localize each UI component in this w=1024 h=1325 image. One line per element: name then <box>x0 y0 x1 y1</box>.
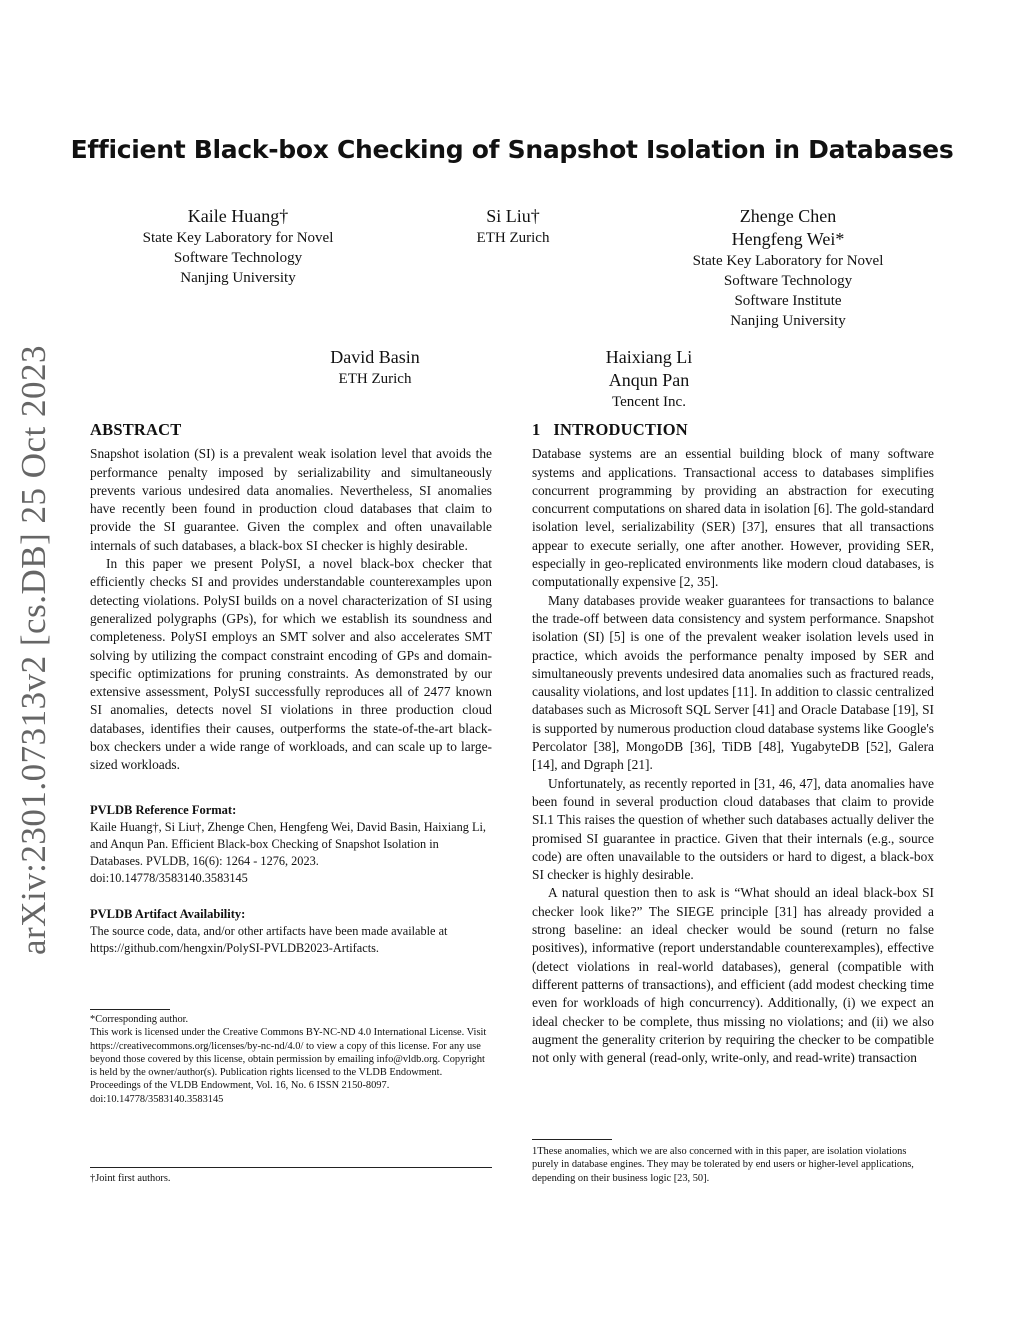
arxiv-stamp: arXiv:2301.07313v2 [cs.DB] 25 Oct 2023 <box>14 344 53 956</box>
abstract-paragraph: In this paper we present PolySI, a novel black-box checker that efficiently checks SI and provides understandable counterexamples upon detecting violations. PolySI builds on a novel characterization of SI using generalized polygraphs (GPs), for which we establish its soundness and completeness. PolySI employs an SMT solver and also accelerates SMT solving by utilizing the compact constraint encoding of GPs and domain-specific optimizations for pruning constraints. As demonstrated by our extensive assessment, PolySI successfully reproduces all of 2477 known SI anomalies, detects novel SI violations in three production cloud databases, identifies their causes, outperforms the state-of-the-art black-box checkers under a wide range of workloads, and can scale up to large-sized workloads. <box>90 556 492 773</box>
corresponding-author-note: *Corresponding author. <box>90 1014 189 1025</box>
author-affiliation: Software Technology <box>173 250 303 266</box>
joint-authors-note: †Joint first authors. <box>90 1173 171 1184</box>
artifact-heading: PVLDB Artifact Availability: <box>90 906 246 921</box>
reference-format-doi: doi:10.14778/3583140.3583145 <box>90 870 248 885</box>
footnote-rule <box>90 1167 492 1168</box>
author-name: Kaile Huang† <box>187 206 289 226</box>
doi-note: doi:10.14778/3583140.3583145 <box>90 1093 224 1105</box>
paper-title: Efficient Black-box Checking of Snapshot Isolation in Databases <box>70 135 954 164</box>
author-block <box>544 346 754 412</box>
author-name: David Basin <box>330 347 420 367</box>
author-name: Haixiang Li <box>605 347 693 367</box>
right-column <box>532 421 934 1067</box>
author-affiliation: ETH Zurich <box>476 230 550 246</box>
author-name: Si Liu† <box>486 206 540 226</box>
author-block <box>100 205 376 288</box>
author-block <box>650 205 926 331</box>
author-affiliation: Nanjing University <box>730 313 846 329</box>
author-name: Anqun Pan <box>608 370 690 390</box>
author-affiliation: Tencent Inc. <box>612 394 686 410</box>
right-footnote: 1These anomalies, which we are also concerned with in this paper, are isolation violations purely in database engines. They may be tolerated by end users or higher-level applications, depending on their business logic [23, 50]. <box>532 1146 914 1184</box>
author-affiliation: State Key Laboratory for Novel <box>142 230 334 246</box>
author-name: Zhenge Chen <box>739 206 837 226</box>
proceedings-note: Proceedings of the VLDB Endowment, Vol. 16, No. 6 ISSN 2150-8097. <box>90 1080 390 1092</box>
author-affiliation: Software Technology <box>723 273 853 289</box>
footnote-rule <box>90 1009 170 1010</box>
license-note: This work is licensed under the Creative Commons BY-NC-ND 4.0 International License. Visit https://creativecommons.org/licenses/by-nc-nd/4.0/ to view a copy of this license. For any use beyond those covered by this license, obtain permission by emailing info@vldb.org. Copyright is held by the owner/author(s). Publication rights licensed to the VLDB Endowment. <box>90 1027 487 1079</box>
author-affiliation: State Key Laboratory for Novel <box>692 253 884 269</box>
author-name: Hengfeng Wei* <box>731 229 845 249</box>
left-footnotes <box>90 1013 492 1106</box>
abstract-heading: ABSTRACT <box>90 420 182 439</box>
author-affiliation: Software Institute <box>734 293 842 309</box>
left-column <box>90 421 492 957</box>
abstract-paragraph: Snapshot isolation (SI) is a prevalent weak isolation level that avoids the performance penalty imposed by serializability and simultaneously prevents various undesired data anomalies. Nevertheless, SI anomalies have recently been found in production cloud databases that claim to provide the SI guarantee. Given the complex and often unavailable internals of such databases, a black-box SI checker is highly desirable. <box>90 446 492 553</box>
introduction-heading: 1 INTRODUCTION <box>532 420 688 439</box>
author-block <box>270 346 480 389</box>
author-affiliation: ETH Zurich <box>338 371 412 387</box>
author-block <box>420 205 606 248</box>
intro-paragraph: Unfortunately, as recently reported in [31, 46, 47], data anomalies have been found in several production cloud databases that claim to provide SI.1 This raises the question of whether such databases actually deliver the promised SI guarantee in practice. Given that their internals (e.g., source code) are often unavailable to the outsiders or hard to digest, a black-box SI checker is highly desirable. <box>532 775 934 883</box>
intro-paragraph: A natural question then to ask is “What should an ideal black-box SI checker look like?” The SIEGE principle [31] has already provided a strong baseline: an ideal checker would be sound (return no false positives), informative (report understandable counterexamples), effective (detect violations in real-world databases), general (compatible with different patterns of transactions), and efficient (add modest checking time even for workloads of high concurrency). Additionally, (i) we expect an ideal checker to be complete, thus missing no violations; and (ii) we also augment the generality criterion by requiring the checker to be compatible not only with general (read-only, write-only, and read-write) transaction <box>532 885 934 1066</box>
intro-paragraph: Many databases provide weaker guarantees for transactions to balance the trade-off between data consistency and system performance. Snapshot isolation (SI) [5] is one of the prevalent weaker isolation levels used in practice, which avoids the performance penalty imposed by SER and simultaneously prevents undesired data anomalies such as fractured reads, causality violations, and lost updates [11]. In addition to classic centralized databases such as Microsoft SQL Server [41] and Oracle Database [19], SI is supported by numerous production cloud database systems like Google's Percolator [38], MongoDB [36], TiDB [48], YugabyteDB [52], Galera [14], and Dgraph [21]. <box>532 592 934 773</box>
footnote-rule <box>532 1139 612 1140</box>
artifact-text: The source code, data, and/or other artifacts have been made available at https://github.com/hengxin/PolySI-PVLDB2023-Artifacts. <box>90 924 448 956</box>
reference-format-heading: PVLDB Reference Format: <box>90 802 237 817</box>
reference-format-text: Kaile Huang†, Si Liu†, Zhenge Chen, Hengfeng Wei, David Basin, Haixiang Li, and Anqun Pan. Efficient Black-box Checking of Snapshot Isolation in Databases. PVLDB, 16(6): 1264 - 1276, 2023. <box>90 819 486 868</box>
author-affiliation: Nanjing University <box>180 270 296 286</box>
intro-paragraph: Database systems are an essential building block of many software systems and applications. Transactional access to databases simplifies concurrent programming by providing an abstraction for executing concurrent computations on shared data in isolation [6]. The gold-standard isolation level, serializability (SER) [37], ensures that all transactions appear to execute serially, one after another. However, providing SER, especially in geo-replicated environments like modern cloud databases, is computationally expensive [2, 35]. <box>532 446 934 590</box>
